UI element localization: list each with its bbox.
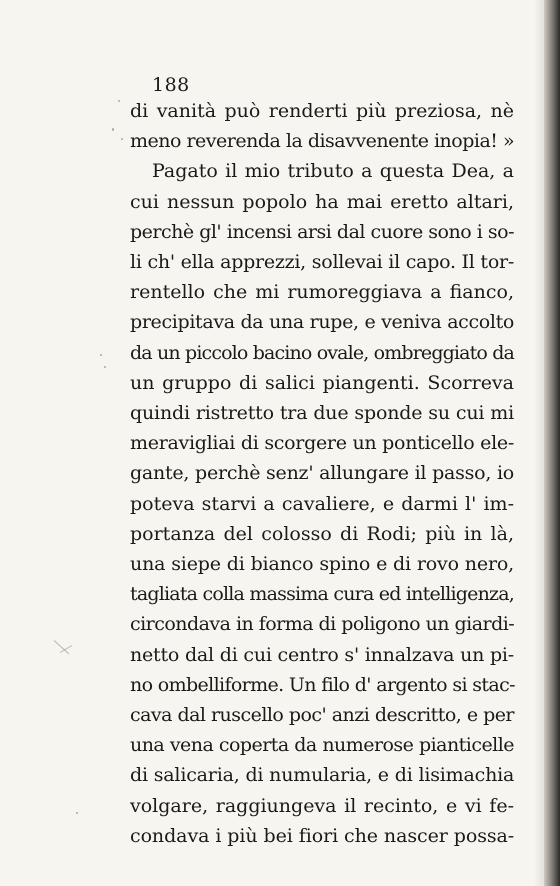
- print-speck: [121, 138, 123, 140]
- text-line: li ch' ella apprezzi, sollevai il capo. Il tor-: [130, 251, 514, 274]
- text-line: no ombelliforme. Un filo d' argento si stac-: [130, 673, 515, 696]
- print-speck: [100, 354, 102, 356]
- text-line: da un piccolo bacino ovale, ombreggiato da: [130, 341, 514, 364]
- body-text: [130, 96, 514, 851]
- text-line: Pagato il mio tributo a questa Dea, a: [152, 160, 514, 183]
- text-line: portanza del colosso di Rodi; più in là,: [130, 522, 514, 545]
- text-line: meravigliai di scorgere un ponticello ele-: [130, 432, 514, 455]
- text-line: di vanità può renderti più preziosa, nè: [130, 100, 514, 122]
- text-line: rentello che mi rumoreggiava a fianco,: [130, 281, 514, 304]
- text-line: precipitava da una rupe, e veniva accolto: [130, 311, 514, 334]
- text-line: cui nessun popolo ha mai eretto altari,: [130, 190, 514, 213]
- page-edge: [544, 0, 560, 886]
- text-line: una siepe di bianco spino e di rovo nero,: [130, 553, 514, 576]
- print-speck: [112, 128, 114, 131]
- page-number: 188: [152, 74, 190, 96]
- print-speck: [76, 812, 78, 814]
- text-line: cava dal ruscello poc' anzi descritto, e per: [130, 704, 514, 727]
- text-line: tagliata colla massima cura ed intelligenza,: [130, 583, 514, 606]
- text-line: perchè gl' incensi arsi dal cuore sono i so-: [130, 220, 514, 243]
- text-line: quindi ristretto tra due sponde su cui mi: [130, 402, 514, 425]
- text-line: di salicaria, di numularia, e di lisimachia: [130, 764, 515, 787]
- text-line: poteva starvi a cavaliere, e darmi l' im-: [130, 492, 514, 515]
- text-line: meno reverenda la disavvenente inopia! »: [130, 130, 515, 153]
- print-speck: [118, 100, 120, 102]
- text-line: gante, perchè senz' allungare il passo, io: [130, 462, 514, 485]
- text-line: condava i più bei fiori che nascer possa-: [130, 824, 515, 847]
- text-line: un gruppo di salici piangenti. Scorreva: [130, 371, 514, 394]
- text-line: circondava in forma di poligono un giardi-: [130, 613, 515, 636]
- text-line: una vena coperta da numerose pianticelle: [130, 734, 514, 757]
- print-speck: [104, 366, 106, 368]
- text-line: netto dal di cui centro s' innalzava un pi-: [130, 643, 515, 666]
- text-line: volgare, raggiungeva il recinto, e vi fe-: [130, 794, 514, 817]
- page-gutter-shadow: [534, 0, 544, 886]
